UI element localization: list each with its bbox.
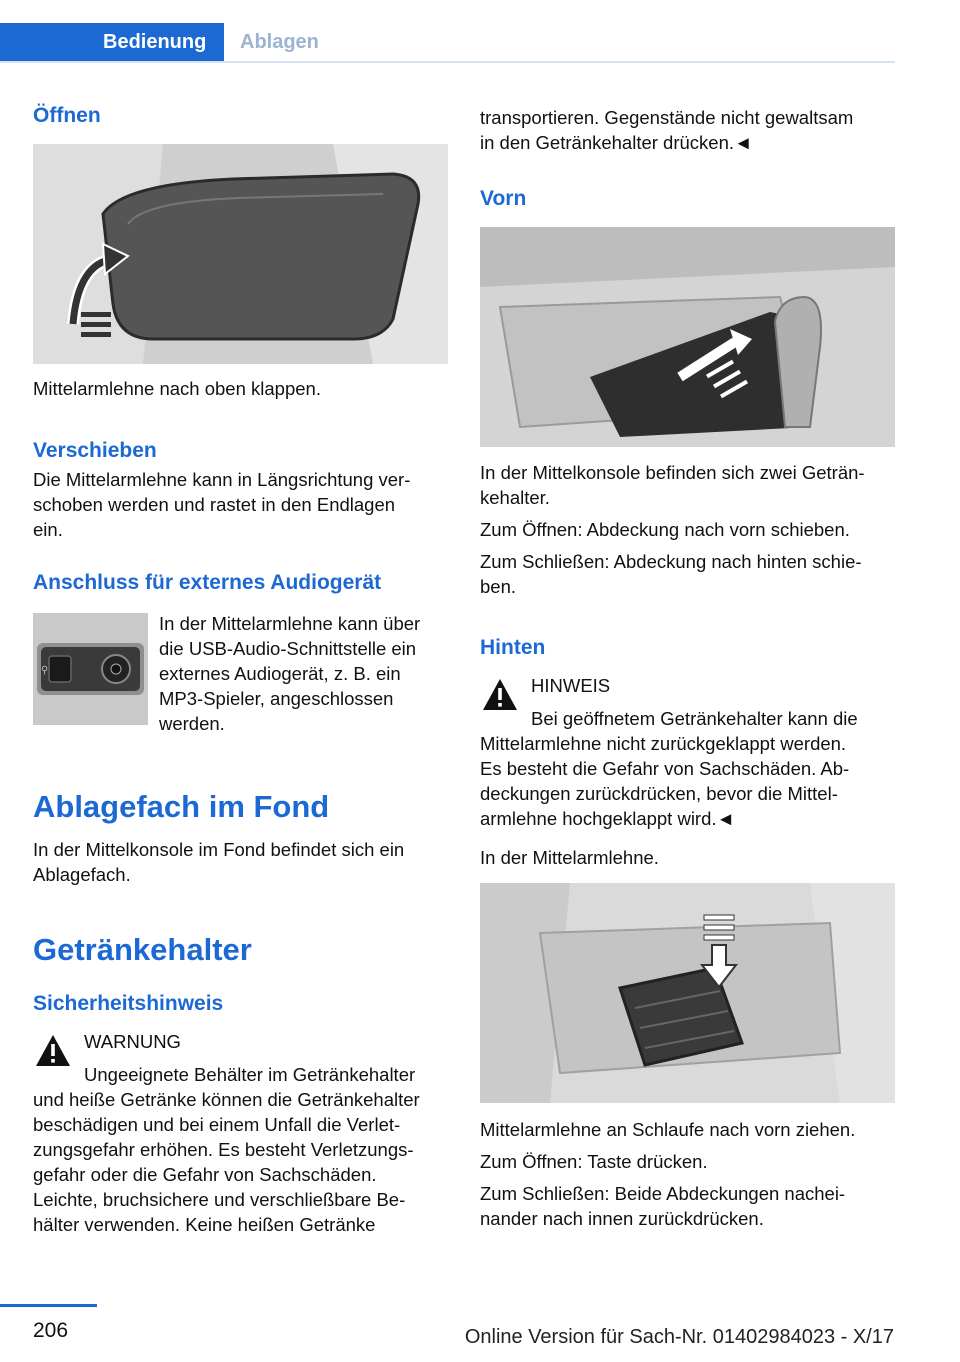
notice-text: [480, 706, 900, 831]
text-line: Es besteht die Gefahr von Sachschäden. Ab‐: [480, 758, 850, 779]
text-line: Ablagefach.: [33, 864, 131, 885]
text-line: gefahr oder die Gefahr von Sachschäden.: [33, 1164, 377, 1185]
text-line: Zum Schließen: Beide Abdeckungen nachei‐: [480, 1183, 846, 1204]
text-line: Leichte, bruchsichere und verschließbare Be‐: [33, 1189, 406, 1210]
heading-getraenkehalter: Getränkehalter: [33, 932, 252, 967]
text-hinten-0: In der Mittelarmlehne.: [480, 847, 659, 868]
text-audio: [159, 611, 449, 736]
text-line: transportieren. Gegenstände nicht gewaltsam: [480, 107, 854, 128]
online-version-note: Online Version für Sach-Nr. 01402984023 - X/17: [464, 1326, 894, 1348]
heading-vorn: Vorn: [480, 187, 527, 210]
heading-oeffnen: Öffnen: [33, 104, 101, 127]
text-line: armlehne hochgeklappt wird.◄: [480, 808, 735, 829]
text-hinten-2: Zum Öffnen: Taste drücken.: [480, 1151, 708, 1172]
text-line: Bei geöffnetem Getränkehalter kann die: [531, 708, 858, 729]
text-line: Zum Schließen: Abdeckung nach hinten schie‐: [480, 551, 862, 572]
notice-label: HINWEIS: [531, 675, 611, 696]
rear-cupholder-image: [480, 883, 895, 1103]
caption-oeffnen: Mittelarmlehne nach oben klappen.: [33, 378, 321, 399]
text-line: zungsgefahr erhöhen. Es besteht Verletzungs‐: [33, 1139, 414, 1160]
text-line: Ungeeignete Behälter im Getränkehalter: [84, 1064, 416, 1085]
text-fond: [33, 837, 448, 887]
text-line: beschädigen und bei einem Unfall die Verlet‐: [33, 1114, 401, 1135]
text-line: schoben werden und rastet in den Endlagen: [33, 494, 396, 515]
armrest-open-image: [33, 144, 448, 364]
warning-text: [33, 1062, 453, 1237]
text-vorn-1: [480, 460, 900, 510]
page-number: 206: [33, 1319, 69, 1342]
text-continuation: [480, 105, 895, 155]
chapter-tabbar: [0, 0, 895, 62]
text-vorn-2: Zum Öffnen: Abdeckung nach vorn schieben.: [480, 519, 850, 540]
text-line: Mittelarmlehne nicht zurückgeklappt werden.: [480, 733, 847, 754]
text-line: externes Audiogerät, z. B. ein: [159, 663, 401, 684]
text-line: In der Mittelkonsole im Fond befindet sich ein: [33, 839, 405, 860]
text-vorn-3: [480, 549, 900, 599]
text-line: In der Mittelkonsole befinden sich zwei Geträn‐: [480, 462, 865, 483]
text-line: hälter verwenden. Keine heißen Getränke: [33, 1214, 376, 1235]
tab-bedienung[interactable]: Bedienung: [0, 23, 224, 62]
heading-verschieben: Verschieben: [33, 439, 157, 462]
text-line: und heiße Getränke können die Getränkehalter: [33, 1089, 420, 1110]
usb-audio-port-image: [33, 613, 148, 725]
heading-ablagefach-fond: Ablagefach im Fond: [33, 789, 330, 824]
text-hinten-1: Mittelarmlehne an Schlaufe nach vorn ziehen.: [480, 1119, 856, 1140]
text-line: ein.: [33, 519, 63, 540]
text-verschieben: [33, 467, 448, 542]
tab-divider: [0, 61, 895, 63]
text-line: werden.: [159, 713, 225, 734]
warning-label: WARNUNG: [84, 1031, 181, 1052]
front-cupholder-image: [480, 227, 895, 447]
heading-sicherheitshinweis: Sicherheitshinweis: [33, 992, 224, 1015]
heading-hinten: Hinten: [480, 636, 546, 659]
text-line: kehalter.: [480, 487, 550, 508]
text-line: deckungen zurückdrücken, bevor die Mittel‐: [480, 783, 838, 804]
svg-text:⚲: ⚲: [41, 665, 49, 676]
text-line: MP3-Spieler, angeschlossen: [159, 688, 394, 709]
text-line: die USB-Audio-Schnittstelle ein: [159, 638, 417, 659]
text-line: In der Mittelarmlehne kann über: [159, 613, 421, 634]
text-line: in den Getränkehalter drücken.◄: [480, 132, 753, 153]
text-line: nander nach innen zurückdrücken.: [480, 1208, 764, 1229]
heading-audio: Anschluss für externes Audiogerät: [33, 571, 382, 594]
text-line: Die Mittelarmlehne kann in Längsrichtung ver‐: [33, 469, 411, 490]
tab-ablagen[interactable]: Ablagen: [240, 31, 319, 53]
text-line: ben.: [480, 576, 517, 597]
text-hinten-3: [480, 1181, 900, 1231]
footer-rule: [0, 1304, 97, 1307]
